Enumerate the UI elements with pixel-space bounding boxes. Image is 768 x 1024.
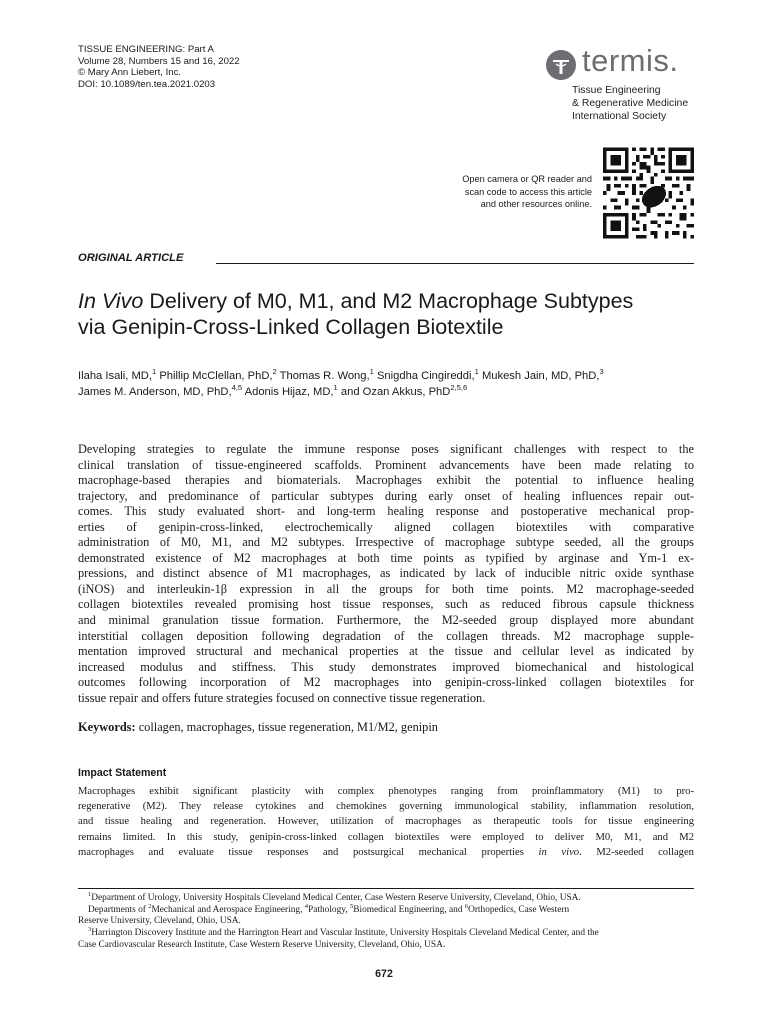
footnote-2-cont: Reserve University, Cleveland, Ohio, USA. [78,916,241,927]
impact-line: remains limited. In this study, genipin-cross-linked collagen biotextiles were employed to deliver M0, M1, and M2 [78,831,694,843]
abstract-line: (iNOS) and interleukin-1β expression in all the groups for both time points. M2 macrophage-seeded [78,581,694,596]
keywords [78,720,438,735]
journal-copyright: © Mary Ann Liebert, Inc. [78,67,182,79]
title-rest: Delivery of M0, M1, and M2 Macrophage Subtypes [143,289,634,313]
article-title [78,288,698,340]
termis-subtitle [572,84,688,123]
author-name: Thomas R. Wong, [279,370,370,382]
abstract [78,442,694,706]
footnotes [78,893,694,952]
author-affiliation: 2,5,6 [450,383,468,392]
title-italic: In Vivo [78,289,144,313]
abstract-line: Developing strategies to regulate the immune response poses significant challenges with respect to the [78,442,694,456]
author-affiliation: 4,5 [231,383,243,392]
footnote-divider [78,888,694,889]
qr-caption-line-2: scan code to access this article [464,186,592,197]
author-affiliation: 1 [152,367,157,376]
abstract-line: trajectory, and predominance of particular subtypes during early onset of healing influences repair out- [78,488,694,503]
abstract-line: outcomes following incorporation of M2 macrophages into genipin-cross-linked collagen biotextiles for [78,675,694,690]
abstract-line: increased modulus and stiffness. This study demonstrates improved biomechanical and histological [78,659,694,674]
footnote-2: Departments of $^2$Mechanical and Aerospace Engineering, $^4$Pathology, $^5$Biomedical Engineering, and $^6$Orthopedics, Case Western [88,902,570,915]
abstract-line: administration of M0, M1, and M2 subtypes. Irrespective of macrophage subtype seeded, all the groups [78,535,694,550]
author-affiliation: 2 [272,367,277,376]
author-affiliation: 1 [333,383,338,392]
impact-text-b: . M2-seeded collagen [579,846,694,858]
abstract-line: collagen biotextiles revealed promising host tissue responses, such as reduced fibrous capsule thickness [78,597,694,612]
impact-italic: in vivo [538,846,580,858]
abstract-line: comes. This study evaluated short- and long-term healing response and postoperative mechanical prop- [78,504,694,519]
footnote-1: $^1$Department of Urology, University Hospitals Cleveland Medical Center, Case Western Reserve University, Cleveland, Ohio, USA. [88,891,581,903]
author-affiliation: 1 [369,367,374,376]
journal-doi: DOI: 10.1089/ten.tea.2021.0203 [78,78,216,90]
termis-wordmark: termis. [582,43,679,78]
author-line-1 [78,368,698,384]
author-name: Adonis Hijaz, MD, [244,386,334,398]
author-list [78,368,698,400]
section-divider [216,263,694,264]
termis-logo-icon [545,49,577,81]
abstract-line: macrophage-based therapies and biomaterials. Macrophages exhibit the potential to influence healing [78,473,694,488]
abstract-line: mentation improved structural and mechanical properties at the tissue and cellular level as indicated by [78,644,694,659]
abstract-line: clinical translation of tissue-engineered scaffolds. Prominent advancements have been made relating to [78,457,694,472]
section-label: ORIGINAL ARTICLE [78,252,184,264]
author-name: Mukesh Jain, MD, PhD, [481,370,600,382]
termis-line-2: & Regenerative Medicine [572,98,689,109]
qr-caption [392,173,592,211]
termis-line-1: Tissue Engineering [572,85,661,96]
qr-caption-line-3: and other resources online. [480,199,592,210]
journal-name: TISSUE ENGINEERING: Part A [78,44,214,55]
abstract-line: and minimal granulation tissue formation. Furthermore, the M2-seeded group displayed more abundant [78,613,694,628]
author-affiliation: 3 [599,367,604,376]
keywords-text: collagen, macrophages, tissue regeneration, M1/M2, genipin [135,720,438,734]
abstract-line: erties of genipin-cross-linked, electrochemically aligned collagen biotextiles with comparative [78,519,694,534]
author-name: Ilaha Isali, MD, [78,370,152,382]
footnote-3: $^3$Harrington Discovery Institute and the Harrington Heart and Vascular Institute, University Hospitals Cleveland Medical Center, and the [88,926,599,939]
title-line-1 [78,288,698,314]
qr-caption-line-1: Open camera or QR reader and [462,174,592,184]
impact-line [78,845,694,860]
qr-code-icon[interactable] [603,146,694,240]
impact-text-a: macrophages and evaluate tissue responses and postsurgical mechanical properties [78,846,539,858]
abstract-line: interstitial collagen deposition following degradation of the collagen threads. M2 macrophage supple- [78,628,694,643]
keywords-label: Keywords: [78,720,136,734]
author-name: James M. Anderson, MD, PhD, [78,386,232,398]
journal-info [78,44,240,90]
author-name: Phillip McClellan, PhD, [159,370,273,382]
abstract-line: tissue repair and offers future strategies focused on connective tissue regeneration. [78,690,486,705]
author-name: and Ozan Akkus, PhD [340,386,451,398]
title-line-2: via Genipin-Cross-Linked Collagen Biotextile [78,315,504,339]
impact-line: regenerative (M2). They release cytokines and chemokines governing immunological stability, inflammation resolution, [78,801,694,813]
journal-volume: Volume 28, Numbers 15 and 16, 2022 [78,55,240,67]
page-number: 672 [375,968,393,980]
impact-line: Macrophages exhibit significant plasticity with complex phenotypes ranging from proinflammatory (M1) to pro- [78,786,694,797]
abstract-line: pressions, and distinct absence of M1 macrophages, as indicated by lack of inducible nitric oxide synthase [78,566,694,581]
termis-line-3: International Society [572,111,667,122]
footnote-3-cont: Case Cardiovascular Research Institute, Case Western Reserve University, Cleveland, Ohio, USA. [78,939,446,950]
abstract-line: demonstrated existence of M2 macrophages at both time points as typified by arginase and Ym-1 ex- [78,550,694,565]
impact-line: and tissue healing and regeneration. However, utilization of macrophages as therapeutic tools for tissue engineering [78,816,694,828]
author-line-2 [78,384,698,400]
impact-heading: Impact Statement [78,767,167,779]
author-affiliation: 1 [474,367,479,376]
impact-statement [78,784,694,860]
author-name: Snigdha Cingireddi, [376,370,475,382]
